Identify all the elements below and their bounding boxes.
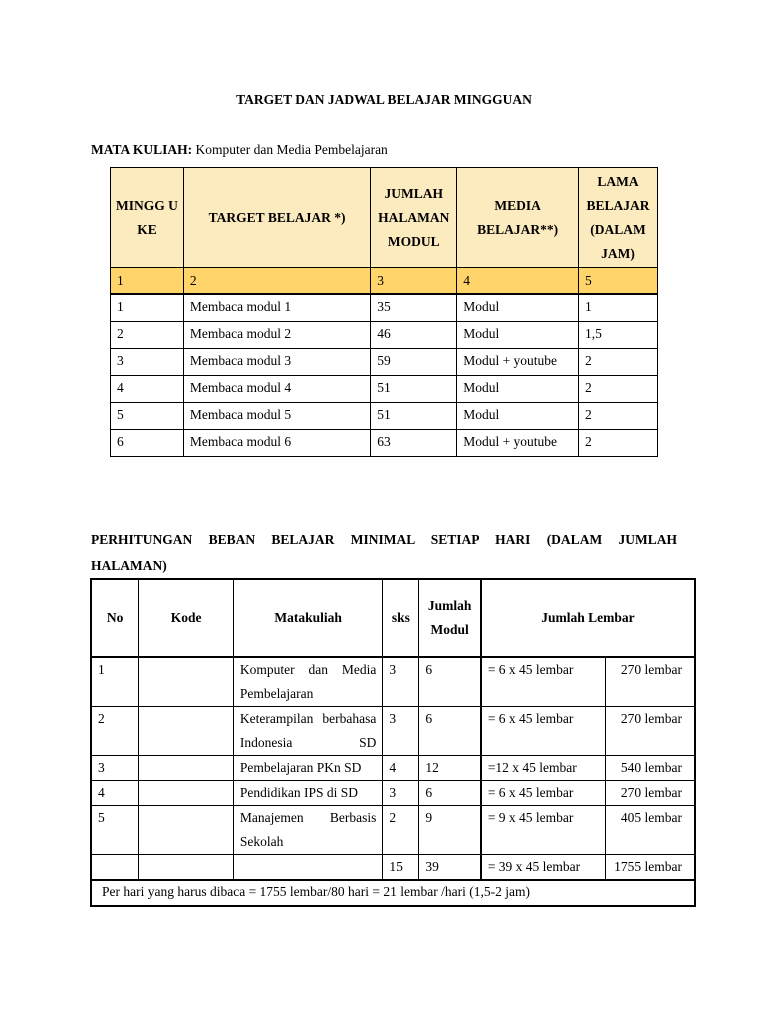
col-header-duration: LAMA BELAJAR (DALAM JAM) — [579, 168, 658, 268]
cell-total-lembar: 1755 lembar — [605, 855, 695, 881]
table-row — [91, 806, 695, 855]
table-row — [111, 322, 658, 349]
cell-media: Modul — [457, 376, 579, 403]
cell-total: 270 lembar — [605, 657, 695, 707]
cell-target: Membaca modul 2 — [183, 322, 370, 349]
cell-target: Membaca modul 4 — [183, 376, 370, 403]
table-header-row — [91, 579, 695, 657]
cell-matakuliah: Keterampilan berbahasa Indonesia SD — [233, 707, 382, 756]
cell-sks: 2 — [383, 806, 419, 855]
cell-modul: 9 — [419, 806, 481, 855]
daily-load-table — [90, 578, 696, 907]
cell-no: 4 — [91, 781, 139, 806]
section-heading-cont: HALAMAN) — [91, 558, 167, 573]
cell-pages: 46 — [371, 322, 457, 349]
col-header-kode: Kode — [139, 579, 234, 657]
column-number: 2 — [183, 268, 370, 295]
cell-total: 540 lembar — [605, 756, 695, 781]
cell-media: Modul + youtube — [457, 430, 579, 457]
cell-duration: 1,5 — [579, 322, 658, 349]
table-row — [91, 707, 695, 756]
column-number: 3 — [371, 268, 457, 295]
cell-no: 2 — [91, 707, 139, 756]
cell-matakuliah: Komputer dan Media Pembelajaran — [233, 657, 382, 707]
table-row — [91, 781, 695, 806]
cell-week: 3 — [111, 349, 184, 376]
cell-kode — [139, 707, 234, 756]
column-number-row — [111, 268, 658, 295]
cell-modul: 12 — [419, 756, 481, 781]
mata-kuliah-label: MATA KULIAH: — [91, 142, 193, 157]
cell-kode — [139, 756, 234, 781]
cell-calc: =12 x 45 lembar — [481, 756, 605, 781]
cell-target: Membaca modul 1 — [183, 294, 370, 322]
table-row — [111, 430, 658, 457]
mata-kuliah-line — [91, 142, 388, 158]
cell-matakuliah: Manajemen Berbasis Sekolah — [233, 806, 382, 855]
cell-sks: 4 — [383, 756, 419, 781]
cell-week: 1 — [111, 294, 184, 322]
table-row — [111, 349, 658, 376]
column-number: 5 — [579, 268, 658, 295]
cell-pages: 63 — [371, 430, 457, 457]
cell-week: 6 — [111, 430, 184, 457]
cell-target: Membaca modul 3 — [183, 349, 370, 376]
cell-matakuliah — [233, 855, 382, 881]
cell-calc: = 6 x 45 lembar — [481, 781, 605, 806]
cell-modul: 6 — [419, 707, 481, 756]
col-header-pages: JUMLAH HALAMAN MODUL — [371, 168, 457, 268]
footer-row — [91, 880, 695, 906]
table-row — [111, 403, 658, 430]
cell-pages: 35 — [371, 294, 457, 322]
cell-target: Membaca modul 6 — [183, 430, 370, 457]
table-row — [91, 657, 695, 707]
cell-kode — [139, 657, 234, 707]
cell-no: 5 — [91, 806, 139, 855]
cell-total: 270 lembar — [605, 781, 695, 806]
cell-modul-total: 39 — [419, 855, 481, 881]
table-row — [111, 376, 658, 403]
cell-media: Modul — [457, 322, 579, 349]
cell-kode — [139, 806, 234, 855]
cell-duration: 2 — [579, 430, 658, 457]
cell-calc: = 6 x 45 lembar — [481, 707, 605, 756]
cell-media: Modul — [457, 403, 579, 430]
cell-calc: = 9 x 45 lembar — [481, 806, 605, 855]
col-header-matakuliah: Matakuliah — [233, 579, 382, 657]
cell-week: 5 — [111, 403, 184, 430]
col-header-week: MINGG U KE — [111, 168, 184, 268]
total-row — [91, 855, 695, 881]
table-row — [91, 756, 695, 781]
cell-total: 270 lembar — [605, 707, 695, 756]
cell-media: Modul + youtube — [457, 349, 579, 376]
cell-pages: 59 — [371, 349, 457, 376]
col-header-media: MEDIA BELAJAR**) — [457, 168, 579, 268]
cell-total: 405 lembar — [605, 806, 695, 855]
col-header-target: TARGET BELAJAR *) — [183, 168, 370, 268]
col-header-no: No — [91, 579, 139, 657]
cell-modul: 6 — [419, 781, 481, 806]
cell-duration: 1 — [579, 294, 658, 322]
cell-kode — [139, 855, 234, 881]
cell-week: 4 — [111, 376, 184, 403]
col-header-lembar: Jumlah Lembar — [481, 579, 695, 657]
cell-pages: 51 — [371, 376, 457, 403]
column-number: 1 — [111, 268, 184, 295]
col-header-modul: Jumlah Modul — [419, 579, 481, 657]
cell-no: 1 — [91, 657, 139, 707]
weekly-schedule-table — [110, 167, 658, 457]
table-row — [111, 294, 658, 322]
cell-matakuliah: Pembelajaran PKn SD — [233, 756, 382, 781]
cell-media: Modul — [457, 294, 579, 322]
cell-no — [91, 855, 139, 881]
cell-sks: 3 — [383, 781, 419, 806]
cell-calc: = 6 x 45 lembar — [481, 657, 605, 707]
cell-modul: 6 — [419, 657, 481, 707]
cell-target: Membaca modul 5 — [183, 403, 370, 430]
cell-kode — [139, 781, 234, 806]
cell-sks: 3 — [383, 707, 419, 756]
section-heading: PERHITUNGAN BEBAN BELAJAR MINIMAL SETIAP HARI (DALAM JUMLAH — [91, 532, 677, 547]
col-header-sks: sks — [383, 579, 419, 657]
cell-duration: 2 — [579, 376, 658, 403]
cell-week: 2 — [111, 322, 184, 349]
cell-sks: 3 — [383, 657, 419, 707]
daily-reading-note: Per hari yang harus dibaca = 1755 lembar/80 hari = 21 lembar /hari (1,5-2 jam) — [91, 880, 695, 906]
cell-calc-total: = 39 x 45 lembar — [481, 855, 605, 881]
table-header-row — [111, 168, 658, 268]
page-title: TARGET DAN JADWAL BELAJAR MINGGUAN — [236, 92, 532, 107]
mata-kuliah-value: Komputer dan Media Pembelajaran — [195, 142, 388, 157]
cell-sks-total: 15 — [383, 855, 419, 881]
cell-no: 3 — [91, 756, 139, 781]
column-number: 4 — [457, 268, 579, 295]
cell-pages: 51 — [371, 403, 457, 430]
cell-duration: 2 — [579, 349, 658, 376]
cell-duration: 2 — [579, 403, 658, 430]
cell-matakuliah: Pendidikan IPS di SD — [233, 781, 382, 806]
